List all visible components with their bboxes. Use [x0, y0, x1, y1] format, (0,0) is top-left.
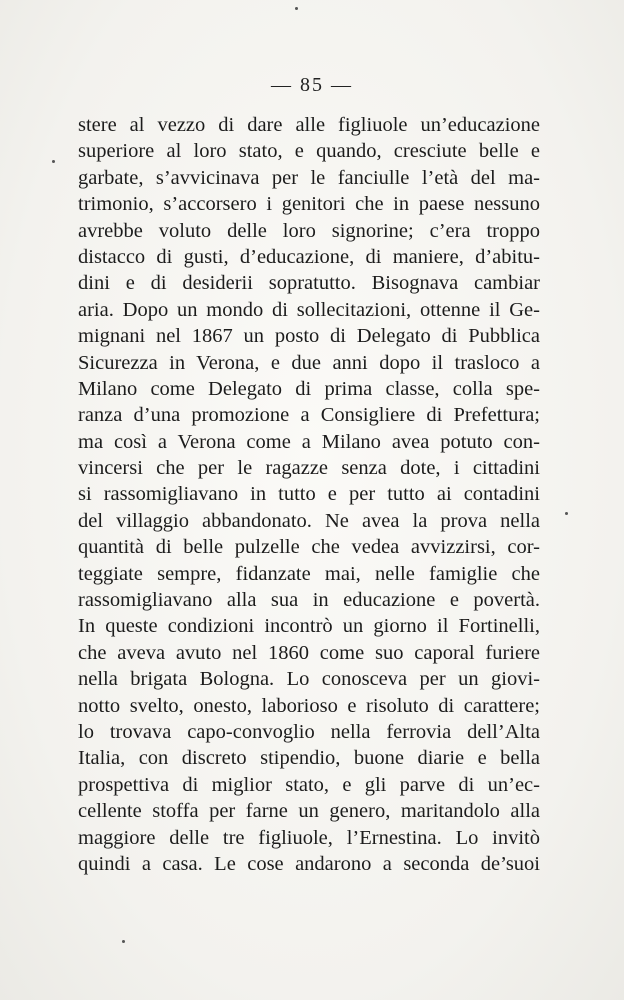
- text-line: garbate, s’avvicinava per le fanciulle l’età del ma-: [78, 166, 540, 189]
- text-line: del villaggio abbandonato. Ne avea la prova nella: [78, 509, 540, 532]
- text-line: In queste condizioni incontrò un giorno il Fortinelli,: [78, 615, 540, 638]
- text-line: si rassomigliavano in tutto e per tutto ai contadini: [78, 483, 540, 506]
- text-line: avrebbe voluto delle loro signorine; c’era troppo: [78, 219, 540, 242]
- print-speck: [122, 940, 125, 943]
- text-line: lo trovava capo-convoglio nella ferrovia dell’Alta: [78, 720, 540, 743]
- text-line: mignani nel 1867 un posto di Delegato di Pubblica: [78, 325, 540, 348]
- text-line: ranza d’una promozione a Consigliere di Prefettura;: [78, 404, 540, 427]
- text-line: quindi a casa. Le cose andarono a seconda de’suoi: [78, 852, 540, 875]
- body-text: [78, 112, 540, 877]
- text-line: superiore al loro stato, e quando, cresciute belle e: [78, 140, 540, 163]
- text-line: prospettiva di miglior stato, e gli parve di un’ec-: [78, 773, 540, 796]
- text-line: trimonio, s’accorsero i genitori che in paese nessuno: [78, 193, 540, 216]
- text-line: Milano come Delegato di prima classe, colla spe-: [78, 377, 540, 400]
- page-number: — 85 —: [271, 74, 353, 96]
- text-line: nella brigata Bologna. Lo conosceva per un giovi-: [78, 668, 540, 691]
- text-line: ma così a Verona come a Milano avea potuto con-: [78, 430, 540, 453]
- text-line: notto svelto, onesto, laborioso e risoluto di carattere;: [78, 694, 540, 717]
- text-line: Italia, con discreto stipendio, buone diarie e bella: [78, 747, 540, 770]
- text-line: vincersi che per le ragazze senza dote, i cittadini: [78, 457, 540, 480]
- print-speck: [565, 512, 568, 515]
- text-line: Sicurezza in Verona, e due anni dopo il trasloco a: [78, 351, 540, 374]
- print-speck: [52, 160, 55, 163]
- text-line: rassomigliavano alla sua in educazione e povertà.: [78, 589, 540, 612]
- text-line: cellente stoffa per farne un genero, maritandolo alla: [78, 800, 540, 823]
- text-line: stere al vezzo di dare alle figliuole un’educazione: [78, 114, 540, 136]
- print-speck: [295, 7, 298, 10]
- text-line: dini e di desiderii sopratutto. Bisognava cambiar: [78, 272, 540, 295]
- text-line: maggiore delle tre figliuole, l’Ernestina. Lo invitò: [78, 826, 540, 849]
- text-line: che aveva avuto nel 1860 come suo caporal furiere: [78, 641, 540, 664]
- text-line: aria. Dopo un mondo di sollecitazioni, ottenne il Ge-: [78, 298, 540, 321]
- text-line: quantità di belle pulzelle che vedea avvizzirsi, cor-: [78, 536, 540, 559]
- text-line: distacco di gusti, d’educazione, di maniere, d’abitu-: [78, 245, 540, 268]
- text-line: teggiate sempre, fidanzate mai, nelle famiglie che: [78, 562, 540, 585]
